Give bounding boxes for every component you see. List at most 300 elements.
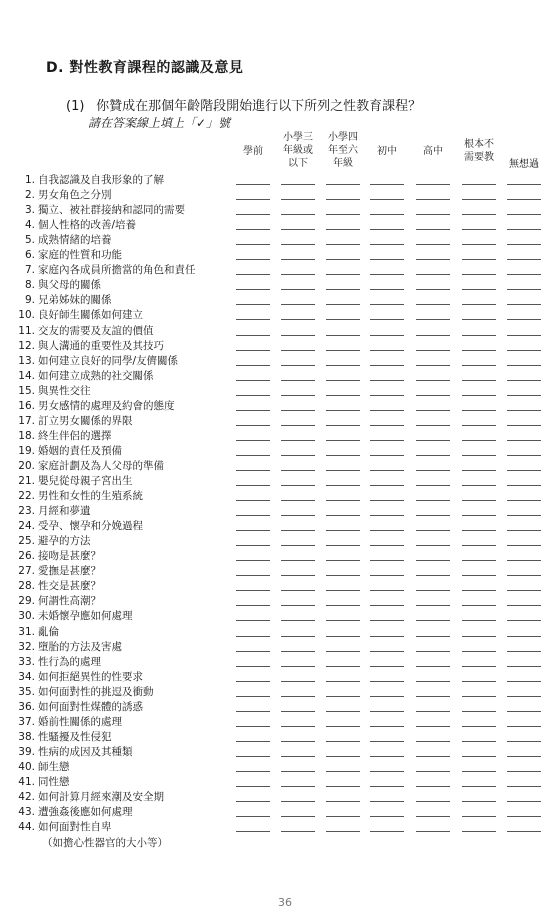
answer-line[interactable] bbox=[236, 590, 270, 591]
answer-line[interactable] bbox=[507, 500, 541, 501]
answer-line[interactable] bbox=[236, 289, 270, 290]
answer-line[interactable] bbox=[236, 184, 270, 185]
answer-line[interactable] bbox=[236, 575, 270, 576]
answer-line[interactable] bbox=[281, 636, 315, 637]
answer-line[interactable] bbox=[281, 229, 315, 230]
answer-line[interactable] bbox=[507, 696, 541, 697]
answer-line[interactable] bbox=[236, 425, 270, 426]
answer-line[interactable] bbox=[416, 666, 450, 667]
answer-line[interactable] bbox=[281, 666, 315, 667]
answer-line[interactable] bbox=[326, 304, 360, 305]
answer-line[interactable] bbox=[370, 681, 404, 682]
answer-line[interactable] bbox=[462, 756, 496, 757]
answer-line[interactable] bbox=[236, 214, 270, 215]
answer-line[interactable] bbox=[236, 244, 270, 245]
answer-line[interactable] bbox=[416, 530, 450, 531]
answer-line[interactable] bbox=[236, 500, 270, 501]
answer-line[interactable] bbox=[370, 365, 404, 366]
answer-line[interactable] bbox=[370, 575, 404, 576]
answer-line[interactable] bbox=[507, 726, 541, 727]
answer-line[interactable] bbox=[416, 274, 450, 275]
answer-line[interactable] bbox=[507, 259, 541, 260]
answer-line[interactable] bbox=[416, 470, 450, 471]
answer-line[interactable] bbox=[462, 560, 496, 561]
answer-line[interactable] bbox=[326, 199, 360, 200]
answer-line[interactable] bbox=[281, 756, 315, 757]
answer-line[interactable] bbox=[281, 771, 315, 772]
answer-line[interactable] bbox=[462, 575, 496, 576]
answer-line[interactable] bbox=[462, 365, 496, 366]
answer-line[interactable] bbox=[326, 605, 360, 606]
answer-line[interactable] bbox=[462, 726, 496, 727]
answer-line[interactable] bbox=[370, 425, 404, 426]
answer-line[interactable] bbox=[507, 365, 541, 366]
answer-line[interactable] bbox=[326, 590, 360, 591]
answer-line[interactable] bbox=[462, 244, 496, 245]
answer-line[interactable] bbox=[281, 726, 315, 727]
answer-line[interactable] bbox=[462, 711, 496, 712]
answer-line[interactable] bbox=[507, 560, 541, 561]
answer-line[interactable] bbox=[462, 319, 496, 320]
answer-line[interactable] bbox=[507, 350, 541, 351]
answer-line[interactable] bbox=[236, 395, 270, 396]
answer-line[interactable] bbox=[370, 274, 404, 275]
answer-line[interactable] bbox=[462, 455, 496, 456]
answer-line[interactable] bbox=[416, 350, 450, 351]
answer-line[interactable] bbox=[507, 605, 541, 606]
answer-line[interactable] bbox=[416, 485, 450, 486]
answer-line[interactable] bbox=[462, 440, 496, 441]
answer-line[interactable] bbox=[370, 771, 404, 772]
answer-line[interactable] bbox=[281, 696, 315, 697]
answer-line[interactable] bbox=[507, 771, 541, 772]
answer-line[interactable] bbox=[416, 425, 450, 426]
answer-line[interactable] bbox=[281, 380, 315, 381]
answer-line[interactable] bbox=[462, 410, 496, 411]
answer-line[interactable] bbox=[462, 199, 496, 200]
answer-line[interactable] bbox=[236, 696, 270, 697]
answer-line[interactable] bbox=[416, 184, 450, 185]
answer-line[interactable] bbox=[326, 470, 360, 471]
answer-line[interactable] bbox=[281, 319, 315, 320]
answer-line[interactable] bbox=[370, 711, 404, 712]
answer-line[interactable] bbox=[462, 335, 496, 336]
answer-line[interactable] bbox=[281, 274, 315, 275]
answer-line[interactable] bbox=[281, 440, 315, 441]
answer-line[interactable] bbox=[416, 590, 450, 591]
answer-line[interactable] bbox=[370, 335, 404, 336]
answer-line[interactable] bbox=[416, 244, 450, 245]
answer-line[interactable] bbox=[462, 666, 496, 667]
answer-line[interactable] bbox=[507, 801, 541, 802]
answer-line[interactable] bbox=[370, 801, 404, 802]
answer-line[interactable] bbox=[416, 545, 450, 546]
answer-line[interactable] bbox=[507, 741, 541, 742]
answer-line[interactable] bbox=[236, 515, 270, 516]
answer-line[interactable] bbox=[236, 410, 270, 411]
answer-line[interactable] bbox=[236, 365, 270, 366]
answer-line[interactable] bbox=[326, 575, 360, 576]
answer-line[interactable] bbox=[416, 335, 450, 336]
answer-line[interactable] bbox=[416, 786, 450, 787]
answer-line[interactable] bbox=[326, 395, 360, 396]
answer-line[interactable] bbox=[370, 304, 404, 305]
answer-line[interactable] bbox=[416, 726, 450, 727]
answer-line[interactable] bbox=[416, 651, 450, 652]
answer-line[interactable] bbox=[326, 410, 360, 411]
answer-line[interactable] bbox=[236, 711, 270, 712]
answer-line[interactable] bbox=[281, 395, 315, 396]
answer-line[interactable] bbox=[326, 515, 360, 516]
answer-line[interactable] bbox=[462, 425, 496, 426]
answer-line[interactable] bbox=[462, 590, 496, 591]
answer-line[interactable] bbox=[326, 455, 360, 456]
answer-line[interactable] bbox=[281, 681, 315, 682]
answer-line[interactable] bbox=[370, 289, 404, 290]
answer-line[interactable] bbox=[462, 229, 496, 230]
answer-line[interactable] bbox=[507, 455, 541, 456]
answer-line[interactable] bbox=[370, 485, 404, 486]
answer-line[interactable] bbox=[370, 530, 404, 531]
answer-line[interactable] bbox=[281, 350, 315, 351]
answer-line[interactable] bbox=[462, 636, 496, 637]
answer-line[interactable] bbox=[462, 515, 496, 516]
answer-line[interactable] bbox=[236, 259, 270, 260]
answer-line[interactable] bbox=[281, 816, 315, 817]
answer-line[interactable] bbox=[507, 214, 541, 215]
answer-line[interactable] bbox=[326, 545, 360, 546]
answer-line[interactable] bbox=[370, 696, 404, 697]
answer-line[interactable] bbox=[281, 410, 315, 411]
answer-line[interactable] bbox=[416, 741, 450, 742]
answer-line[interactable] bbox=[416, 771, 450, 772]
answer-line[interactable] bbox=[236, 304, 270, 305]
answer-line[interactable] bbox=[416, 696, 450, 697]
answer-line[interactable] bbox=[326, 500, 360, 501]
answer-line[interactable] bbox=[462, 395, 496, 396]
answer-line[interactable] bbox=[281, 651, 315, 652]
answer-line[interactable] bbox=[281, 801, 315, 802]
answer-line[interactable] bbox=[326, 350, 360, 351]
answer-line[interactable] bbox=[281, 259, 315, 260]
answer-line[interactable] bbox=[416, 304, 450, 305]
answer-line[interactable] bbox=[416, 395, 450, 396]
answer-line[interactable] bbox=[507, 515, 541, 516]
answer-line[interactable] bbox=[281, 620, 315, 621]
answer-line[interactable] bbox=[370, 410, 404, 411]
answer-line[interactable] bbox=[236, 831, 270, 832]
answer-line[interactable] bbox=[236, 350, 270, 351]
answer-line[interactable] bbox=[281, 515, 315, 516]
answer-line[interactable] bbox=[326, 530, 360, 531]
answer-line[interactable] bbox=[507, 636, 541, 637]
answer-line[interactable] bbox=[236, 229, 270, 230]
answer-line[interactable] bbox=[462, 259, 496, 260]
answer-line[interactable] bbox=[416, 560, 450, 561]
answer-line[interactable] bbox=[507, 440, 541, 441]
answer-line[interactable] bbox=[507, 681, 541, 682]
answer-line[interactable] bbox=[462, 485, 496, 486]
answer-line[interactable] bbox=[236, 620, 270, 621]
answer-line[interactable] bbox=[416, 575, 450, 576]
answer-line[interactable] bbox=[462, 651, 496, 652]
answer-line[interactable] bbox=[236, 651, 270, 652]
answer-line[interactable] bbox=[416, 440, 450, 441]
answer-line[interactable] bbox=[416, 229, 450, 230]
answer-line[interactable] bbox=[326, 380, 360, 381]
answer-line[interactable] bbox=[326, 726, 360, 727]
answer-line[interactable] bbox=[462, 741, 496, 742]
answer-line[interactable] bbox=[281, 575, 315, 576]
answer-line[interactable] bbox=[462, 831, 496, 832]
answer-line[interactable] bbox=[416, 801, 450, 802]
answer-line[interactable] bbox=[281, 605, 315, 606]
answer-line[interactable] bbox=[462, 681, 496, 682]
answer-line[interactable] bbox=[370, 560, 404, 561]
answer-line[interactable] bbox=[507, 244, 541, 245]
answer-line[interactable] bbox=[281, 214, 315, 215]
answer-line[interactable] bbox=[326, 771, 360, 772]
answer-line[interactable] bbox=[236, 816, 270, 817]
answer-line[interactable] bbox=[507, 666, 541, 667]
answer-line[interactable] bbox=[462, 470, 496, 471]
answer-line[interactable] bbox=[462, 816, 496, 817]
answer-line[interactable] bbox=[416, 756, 450, 757]
answer-line[interactable] bbox=[507, 530, 541, 531]
answer-line[interactable] bbox=[326, 244, 360, 245]
answer-line[interactable] bbox=[236, 470, 270, 471]
answer-line[interactable] bbox=[370, 620, 404, 621]
answer-line[interactable] bbox=[236, 636, 270, 637]
answer-line[interactable] bbox=[236, 786, 270, 787]
answer-line[interactable] bbox=[281, 545, 315, 546]
answer-line[interactable] bbox=[462, 771, 496, 772]
answer-line[interactable] bbox=[236, 771, 270, 772]
answer-line[interactable] bbox=[507, 651, 541, 652]
answer-line[interactable] bbox=[370, 545, 404, 546]
answer-line[interactable] bbox=[236, 274, 270, 275]
answer-line[interactable] bbox=[281, 199, 315, 200]
answer-line[interactable] bbox=[281, 425, 315, 426]
answer-line[interactable] bbox=[462, 184, 496, 185]
answer-line[interactable] bbox=[462, 304, 496, 305]
answer-line[interactable] bbox=[326, 816, 360, 817]
answer-line[interactable] bbox=[416, 455, 450, 456]
answer-line[interactable] bbox=[370, 199, 404, 200]
answer-line[interactable] bbox=[416, 681, 450, 682]
answer-line[interactable] bbox=[281, 289, 315, 290]
answer-line[interactable] bbox=[281, 365, 315, 366]
answer-line[interactable] bbox=[370, 395, 404, 396]
answer-line[interactable] bbox=[416, 380, 450, 381]
answer-line[interactable] bbox=[281, 500, 315, 501]
answer-line[interactable] bbox=[326, 786, 360, 787]
answer-line[interactable] bbox=[326, 666, 360, 667]
answer-line[interactable] bbox=[326, 711, 360, 712]
answer-line[interactable] bbox=[462, 620, 496, 621]
answer-line[interactable] bbox=[416, 199, 450, 200]
answer-line[interactable] bbox=[462, 545, 496, 546]
answer-line[interactable] bbox=[370, 500, 404, 501]
answer-line[interactable] bbox=[236, 530, 270, 531]
answer-line[interactable] bbox=[370, 756, 404, 757]
answer-line[interactable] bbox=[236, 605, 270, 606]
answer-line[interactable] bbox=[507, 545, 541, 546]
answer-line[interactable] bbox=[236, 485, 270, 486]
answer-line[interactable] bbox=[326, 259, 360, 260]
answer-line[interactable] bbox=[236, 319, 270, 320]
answer-line[interactable] bbox=[326, 425, 360, 426]
answer-line[interactable] bbox=[236, 455, 270, 456]
answer-line[interactable] bbox=[507, 756, 541, 757]
answer-line[interactable] bbox=[370, 726, 404, 727]
answer-line[interactable] bbox=[507, 319, 541, 320]
answer-line[interactable] bbox=[326, 560, 360, 561]
answer-line[interactable] bbox=[370, 515, 404, 516]
answer-line[interactable] bbox=[462, 530, 496, 531]
answer-line[interactable] bbox=[281, 786, 315, 787]
answer-line[interactable] bbox=[507, 410, 541, 411]
answer-line[interactable] bbox=[236, 741, 270, 742]
answer-line[interactable] bbox=[462, 214, 496, 215]
answer-line[interactable] bbox=[281, 560, 315, 561]
answer-line[interactable] bbox=[326, 214, 360, 215]
answer-line[interactable] bbox=[416, 711, 450, 712]
answer-line[interactable] bbox=[326, 696, 360, 697]
answer-line[interactable] bbox=[370, 455, 404, 456]
answer-line[interactable] bbox=[236, 335, 270, 336]
answer-line[interactable] bbox=[370, 470, 404, 471]
answer-line[interactable] bbox=[507, 575, 541, 576]
answer-line[interactable] bbox=[326, 335, 360, 336]
answer-line[interactable] bbox=[462, 289, 496, 290]
answer-line[interactable] bbox=[326, 801, 360, 802]
answer-line[interactable] bbox=[416, 636, 450, 637]
answer-line[interactable] bbox=[326, 620, 360, 621]
answer-line[interactable] bbox=[507, 395, 541, 396]
answer-line[interactable] bbox=[462, 605, 496, 606]
answer-line[interactable] bbox=[507, 620, 541, 621]
answer-line[interactable] bbox=[326, 319, 360, 320]
answer-line[interactable] bbox=[326, 485, 360, 486]
answer-line[interactable] bbox=[370, 214, 404, 215]
answer-line[interactable] bbox=[507, 184, 541, 185]
answer-line[interactable] bbox=[507, 816, 541, 817]
answer-line[interactable] bbox=[281, 184, 315, 185]
answer-line[interactable] bbox=[326, 681, 360, 682]
answer-line[interactable] bbox=[281, 470, 315, 471]
answer-line[interactable] bbox=[326, 365, 360, 366]
answer-line[interactable] bbox=[416, 289, 450, 290]
answer-line[interactable] bbox=[326, 741, 360, 742]
answer-line[interactable] bbox=[370, 651, 404, 652]
answer-line[interactable] bbox=[281, 485, 315, 486]
answer-line[interactable] bbox=[370, 244, 404, 245]
answer-line[interactable] bbox=[326, 274, 360, 275]
answer-line[interactable] bbox=[462, 500, 496, 501]
answer-line[interactable] bbox=[370, 319, 404, 320]
answer-line[interactable] bbox=[281, 335, 315, 336]
answer-line[interactable] bbox=[281, 831, 315, 832]
answer-line[interactable] bbox=[281, 711, 315, 712]
answer-line[interactable] bbox=[370, 741, 404, 742]
answer-line[interactable] bbox=[370, 229, 404, 230]
answer-line[interactable] bbox=[236, 199, 270, 200]
answer-line[interactable] bbox=[507, 470, 541, 471]
answer-line[interactable] bbox=[326, 229, 360, 230]
answer-line[interactable] bbox=[507, 229, 541, 230]
answer-line[interactable] bbox=[370, 380, 404, 381]
answer-line[interactable] bbox=[507, 786, 541, 787]
answer-line[interactable] bbox=[507, 274, 541, 275]
answer-line[interactable] bbox=[507, 711, 541, 712]
answer-line[interactable] bbox=[326, 756, 360, 757]
answer-line[interactable] bbox=[281, 455, 315, 456]
answer-line[interactable] bbox=[416, 365, 450, 366]
answer-line[interactable] bbox=[370, 259, 404, 260]
answer-line[interactable] bbox=[370, 831, 404, 832]
answer-line[interactable] bbox=[370, 816, 404, 817]
answer-line[interactable] bbox=[462, 380, 496, 381]
answer-line[interactable] bbox=[326, 289, 360, 290]
answer-line[interactable] bbox=[507, 831, 541, 832]
answer-line[interactable] bbox=[236, 666, 270, 667]
answer-line[interactable] bbox=[462, 801, 496, 802]
answer-line[interactable] bbox=[462, 350, 496, 351]
answer-line[interactable] bbox=[416, 214, 450, 215]
answer-line[interactable] bbox=[507, 590, 541, 591]
answer-line[interactable] bbox=[370, 590, 404, 591]
answer-line[interactable] bbox=[416, 620, 450, 621]
answer-line[interactable] bbox=[507, 485, 541, 486]
answer-line[interactable] bbox=[370, 605, 404, 606]
answer-line[interactable] bbox=[326, 440, 360, 441]
answer-line[interactable] bbox=[236, 726, 270, 727]
answer-line[interactable] bbox=[416, 500, 450, 501]
answer-line[interactable] bbox=[236, 380, 270, 381]
answer-line[interactable] bbox=[326, 184, 360, 185]
answer-line[interactable] bbox=[416, 831, 450, 832]
answer-line[interactable] bbox=[326, 651, 360, 652]
answer-line[interactable] bbox=[507, 380, 541, 381]
answer-line[interactable] bbox=[281, 304, 315, 305]
answer-line[interactable] bbox=[462, 274, 496, 275]
answer-line[interactable] bbox=[462, 786, 496, 787]
answer-line[interactable] bbox=[370, 636, 404, 637]
answer-line[interactable] bbox=[507, 289, 541, 290]
answer-line[interactable] bbox=[370, 184, 404, 185]
answer-line[interactable] bbox=[370, 440, 404, 441]
answer-line[interactable] bbox=[236, 681, 270, 682]
answer-line[interactable] bbox=[416, 410, 450, 411]
answer-line[interactable] bbox=[416, 816, 450, 817]
answer-line[interactable] bbox=[462, 696, 496, 697]
answer-line[interactable] bbox=[326, 831, 360, 832]
answer-line[interactable] bbox=[507, 199, 541, 200]
answer-line[interactable] bbox=[236, 560, 270, 561]
answer-line[interactable] bbox=[236, 545, 270, 546]
answer-line[interactable] bbox=[281, 530, 315, 531]
answer-line[interactable] bbox=[416, 605, 450, 606]
answer-line[interactable] bbox=[236, 801, 270, 802]
answer-line[interactable] bbox=[507, 335, 541, 336]
answer-line[interactable] bbox=[236, 756, 270, 757]
answer-line[interactable] bbox=[370, 666, 404, 667]
answer-line[interactable] bbox=[370, 786, 404, 787]
answer-line[interactable] bbox=[281, 590, 315, 591]
answer-line[interactable] bbox=[507, 425, 541, 426]
answer-line[interactable] bbox=[370, 350, 404, 351]
